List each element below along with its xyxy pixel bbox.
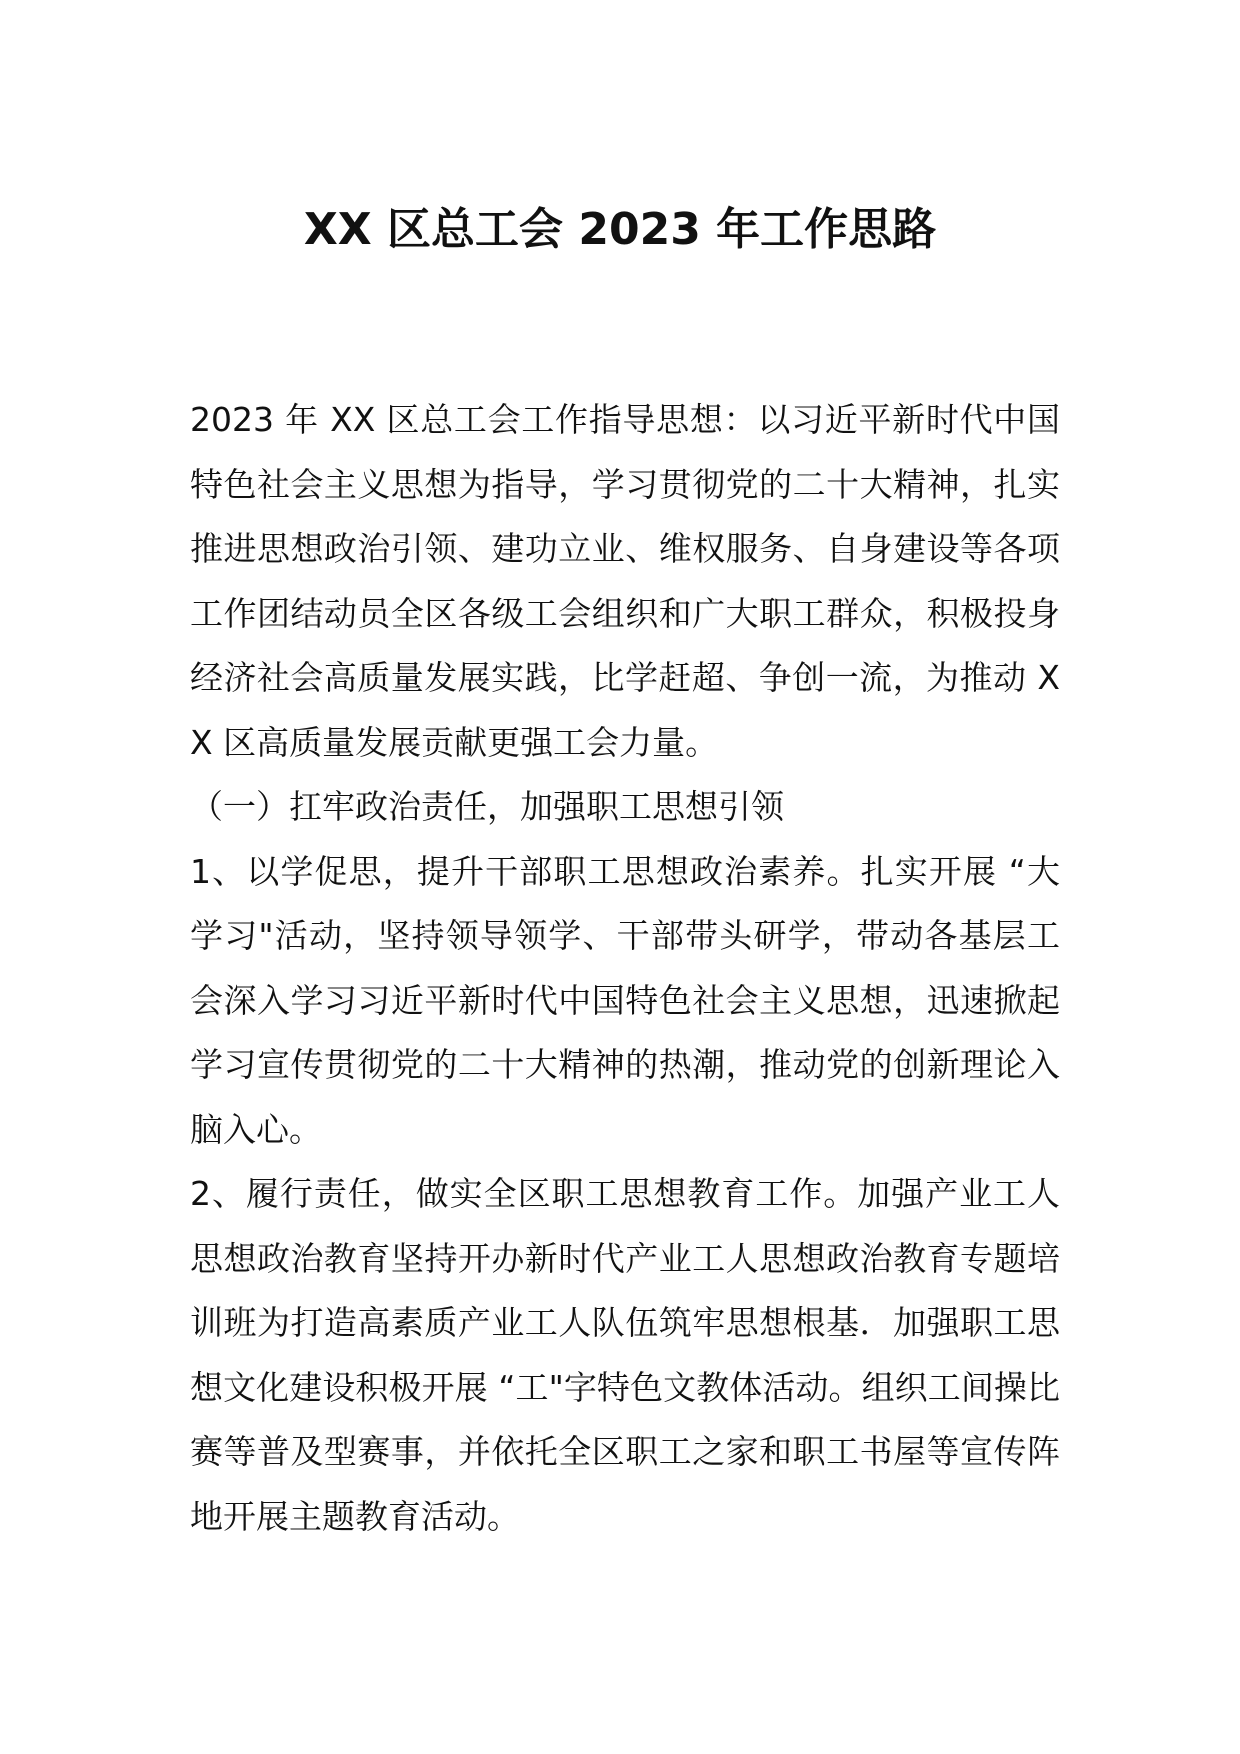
section-heading-1: （一）扛牢政治责任，加强职工思想引领 <box>190 787 784 826</box>
paragraph-guiding-thought: 2023 年 XX 区总工会工作指导思想：以习近平新时代中国特色社会主义思想为指导，学习贯彻党的二十大精神，扎实推进思想政治引领、建功立业、维权服务、自身建设等各项工作团结动员全区各级工会组织和广大职工群众，积极投身经济社会高质量发展实践，比学赶超、争创一流，为推动 XX 区高质量发展贡献更强工会力量。 <box>190 400 1060 762</box>
paragraph-item-1: 1、以学促思，提升干部职工思想政治素养。扎实开展 “大学习"活动，坚持领导领学、干部带头研学，带动各基层工会深入学习习近平新时代中国特色社会主义思想，迅速掀起学习宣传贯彻党的二十大精神的热潮，推动党的创新理论入脑入心。 <box>190 851 1060 1149</box>
document-title: XX 区总工会 2023 年工作思路 <box>303 204 937 255</box>
document-body <box>190 388 1060 1549</box>
paragraph-item-2: 2、履行责任，做实全区职工思想教育工作。加强产业工人思想政治教育坚持开办新时代产业工人思想政治教育专题培训班为打造高素质产业工人队伍筑牢思想根基．加强职工思想文化建设积极开展 “工"字特色文教体活动。组织工间操比赛等普及型赛事，并依托全区职工之家和职工书屋等宣传阵地开展主题教育活动。 <box>190 1174 1060 1536</box>
